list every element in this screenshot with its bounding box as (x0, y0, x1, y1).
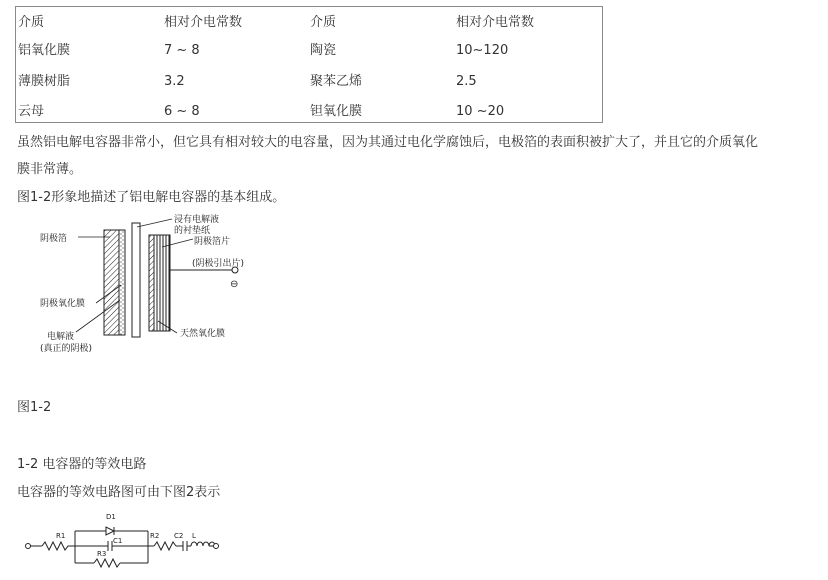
table-cell: 10~120 (456, 43, 509, 58)
table-cell: 2.5 (456, 74, 477, 89)
c1-label: C1 (113, 537, 123, 545)
spacer-label-line1: 浸有电解液 (174, 215, 220, 225)
r1-label: R1 (56, 532, 66, 540)
table-cell: 6 ~ 8 (164, 104, 200, 119)
r3-label: R3 (97, 550, 107, 558)
capacitor-structure-diagram (0, 205, 300, 365)
d1-label: D1 (106, 513, 116, 521)
electrolyte-label: 电解液 (47, 332, 75, 342)
paragraph-line: 膜非常薄。 (17, 162, 83, 177)
spacer-paper-shape (132, 223, 140, 337)
electrolyte-shape (119, 230, 125, 335)
minus-icon: ⊖ (230, 279, 239, 290)
table-cell: 10 ~20 (456, 104, 505, 119)
cathode-foil-label: 阴极箔 (40, 234, 68, 244)
table-cell: 7 ~ 8 (164, 43, 200, 58)
section-title: 1-2 电容器的等效电路 (17, 457, 147, 472)
table-header-constant-2: 相对介电常数 (456, 15, 535, 30)
table-cell: 薄膜树脂 (18, 74, 71, 89)
table-cell: 铝氧化膜 (18, 43, 71, 58)
c2-label: C2 (174, 532, 184, 540)
table-cell: 聚苯乙烯 (310, 74, 363, 89)
r2-label: R2 (150, 532, 160, 540)
table-cell: 钽氧化膜 (310, 104, 363, 119)
l-label: L (192, 532, 196, 540)
natural-oxide-label: 天然氧化膜 (180, 329, 226, 339)
lead-label: (阴极引出片) (192, 259, 245, 269)
dielectric-table (15, 6, 603, 123)
cathode-foil-shape (104, 230, 119, 335)
cathode-oxide-label: 阴极氧化膜 (40, 299, 86, 309)
table-cell: 3.2 (164, 74, 185, 89)
anode-foil-shape (154, 235, 170, 331)
true-cathode-label: (真正的阴极) (40, 344, 93, 354)
table-header-medium-2: 介质 (310, 15, 337, 30)
figure-caption: 图1-2 (17, 400, 52, 415)
anode-foil-label: 阴极箔片 (194, 237, 231, 247)
equivalent-circuit-diagram (20, 508, 230, 574)
table-header-medium-1: 介质 (18, 15, 45, 30)
oxide-layer-shape (149, 235, 154, 331)
figure-intro-text: 图1-2形象地描述了铝电解电容器的基本组成。 (17, 190, 286, 205)
table-cell: 云母 (18, 104, 45, 119)
circuit-intro-text: 电容器的等效电路图可由下图2表示 (17, 485, 221, 500)
spacer-label-line2: 的衬垫纸 (174, 226, 211, 236)
paragraph-line: 虽然铝电解电容器非常小，但它具有相对较大的电容量，因为其通过电化学腐蚀后，电极箔的表面积被扩大了，并且它的介质氧化 (17, 135, 759, 150)
table-cell: 陶瓷 (310, 43, 337, 58)
table-header-constant-1: 相对介电常数 (164, 15, 243, 30)
